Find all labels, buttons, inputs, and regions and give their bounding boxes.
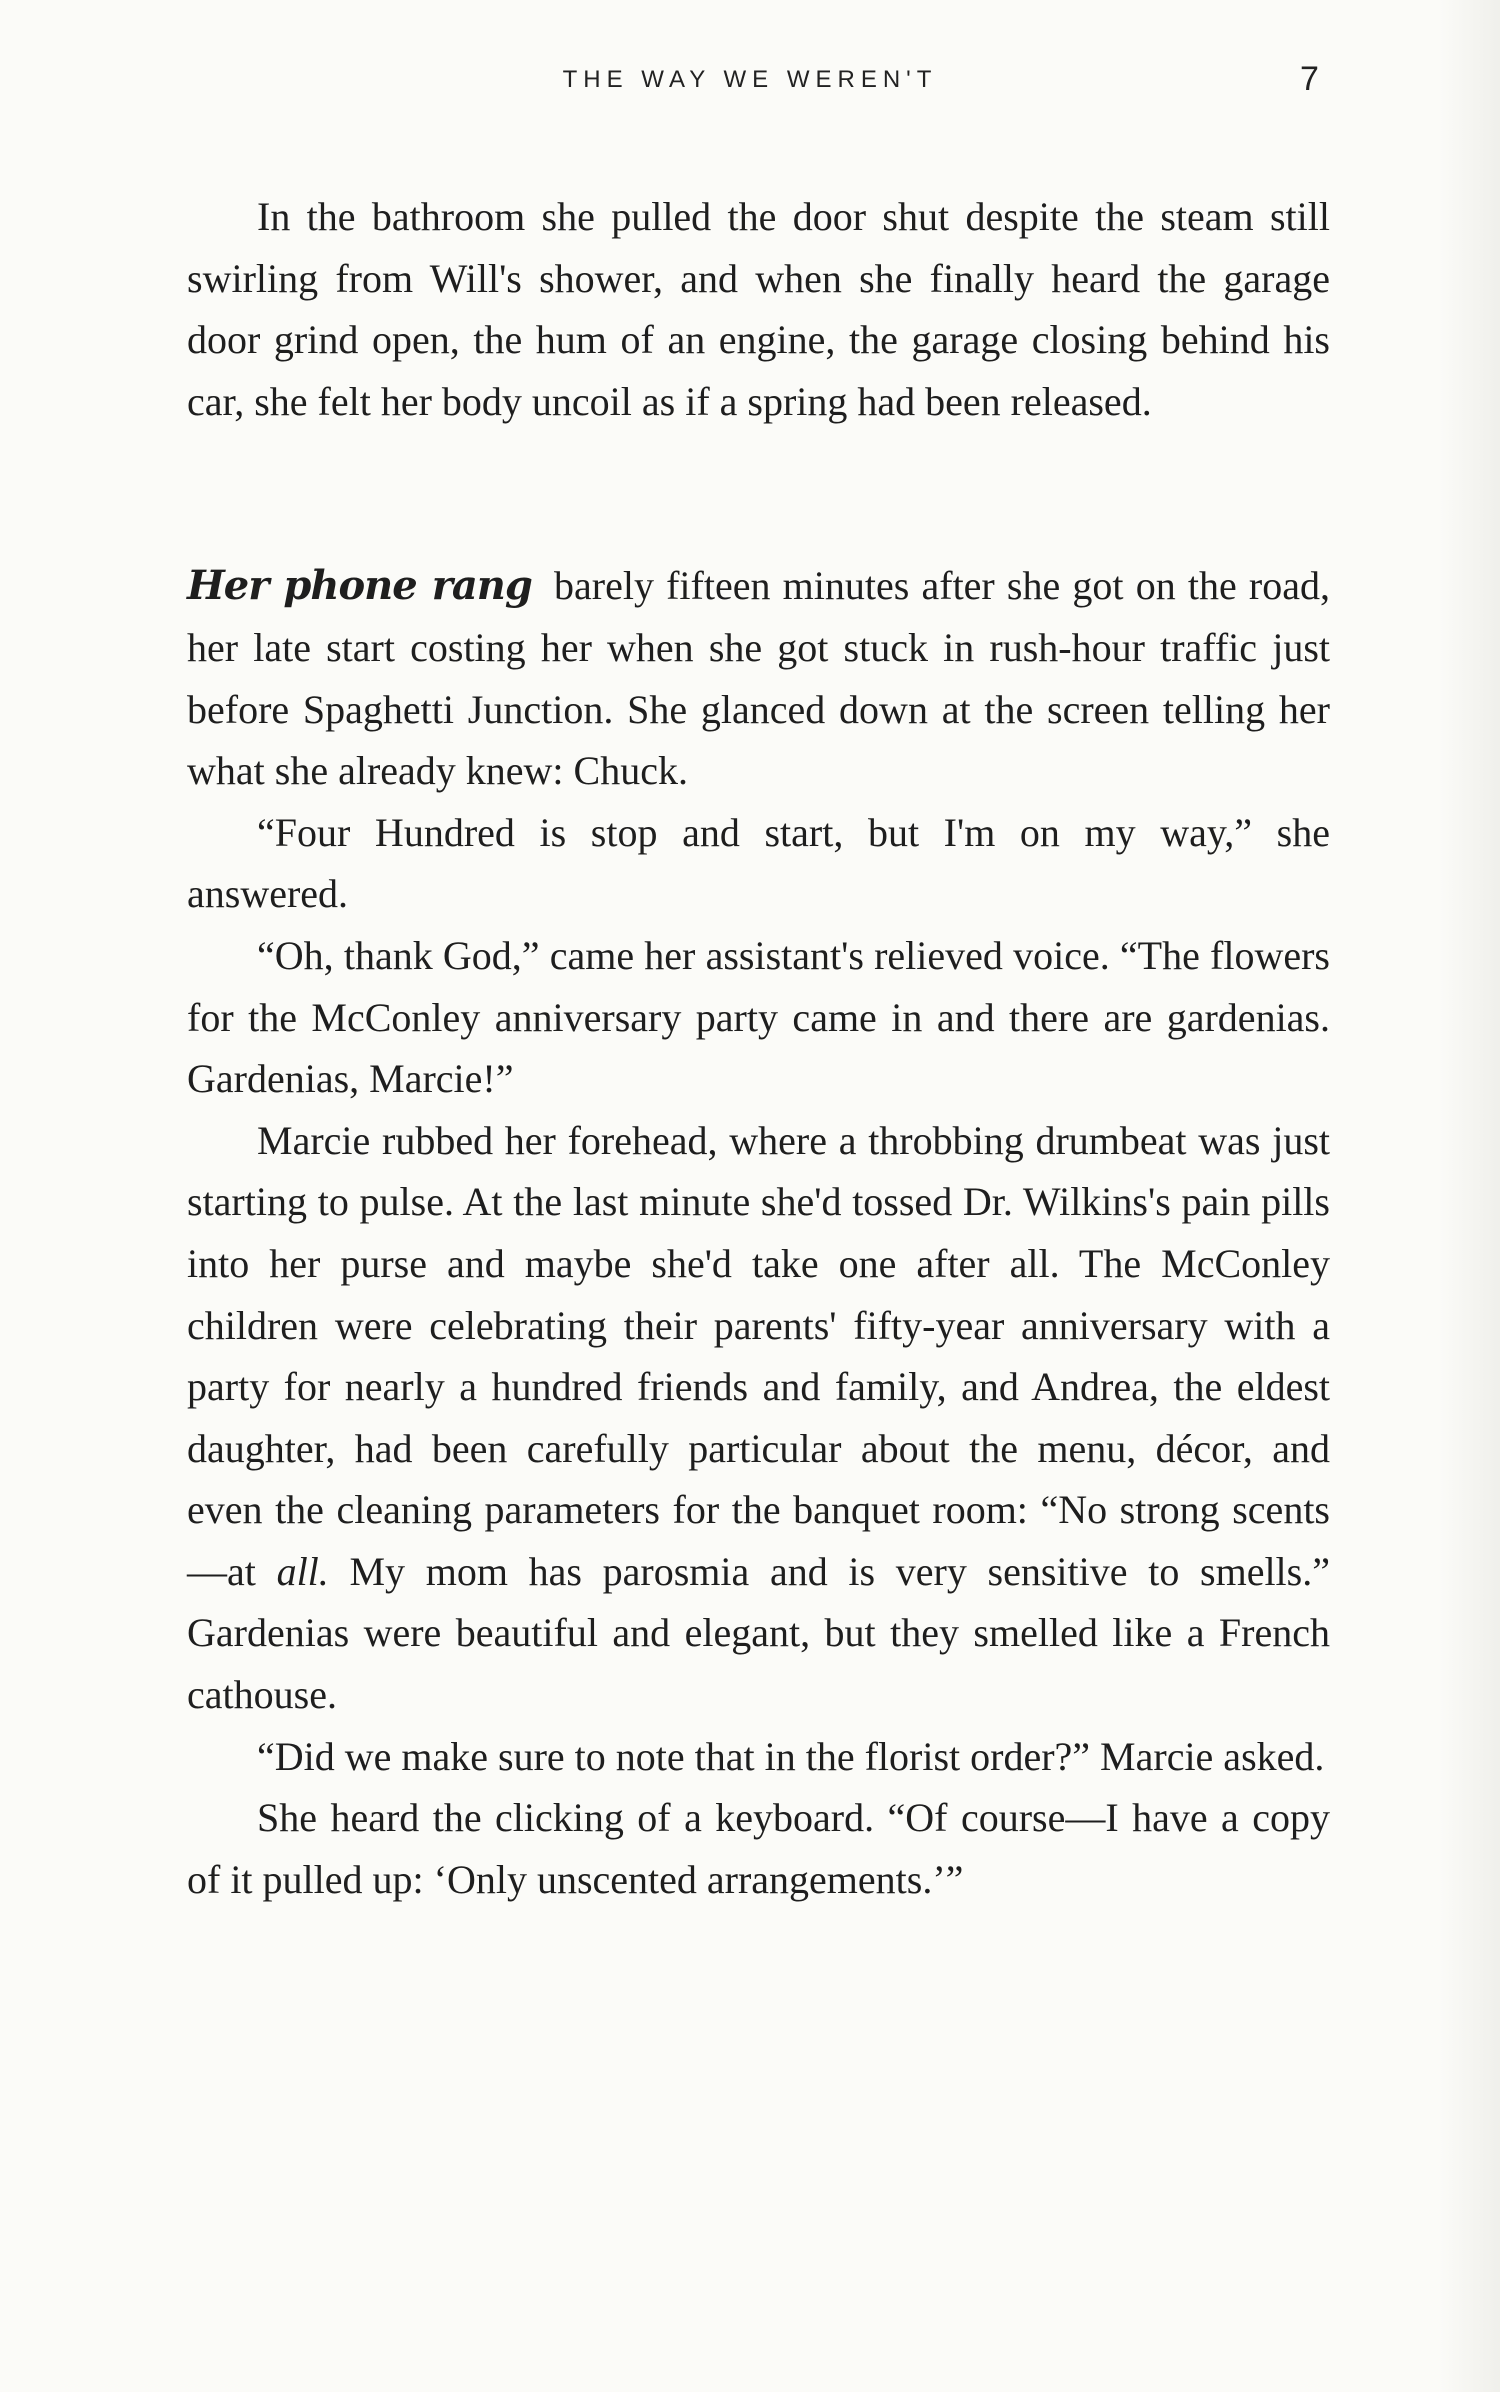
section-break — [187, 432, 1330, 555]
scan-edge-shadow — [1440, 0, 1500, 2392]
paragraph-4: “Oh, thank God,” came her assistant's relieved voice. “The flowers for the McConley anniversary party came in and there are gardenias. Gardenias, Marcie!” — [187, 932, 1330, 1102]
paragraph-6: “Did we make sure to note that in the florist order?” Marcie asked. — [257, 1733, 1325, 1779]
script-lead-in: Her phone rang — [187, 562, 532, 610]
page-number: 7 — [1300, 60, 1319, 98]
paragraph-1: In the bathroom she pulled the door shut despite the steam still swirling from Will's shower, and when she finally heard the garage door grind open, the hum of an engine, the garage closing behind his car, she felt her body uncoil as if a spring had been released. — [187, 194, 1330, 424]
paragraph-2-text: barely fifteen minutes after she got on the road, her late start costing her when she got stuck in rush-hour traffic just before Spaghetti Junction. She glanced down at the screen telling her what she already knew: Chuck. — [187, 563, 1330, 794]
body-text — [187, 186, 1330, 1910]
paragraph-5-text-a: Marcie rubbed her forehead, where a throbbing drumbeat was just starting to pulse. At the last minute she'd tossed Dr. Wilkins's pain pills into her purse and maybe she'd take one after all. The McConley children were celebrating their parents' fifty-year anniversary with a party for nearly a hundred friends and family, and Andrea, the eldest daughter, had been carefully particular about the menu, décor, and even the cleaning parameters for the banquet room: “No strong scents—at — [187, 1117, 1330, 1594]
paragraph-3: “Four Hundred is stop and start, but I'm on my way,” she answered. — [187, 809, 1330, 917]
running-head: THE WAY WE WEREN'T — [562, 66, 938, 93]
paragraph-2 — [187, 555, 1330, 801]
paragraph-7: She heard the clicking of a keyboard. “Of course—I have a copy of it pulled up: ‘Only unscented arrangements.’” — [187, 1795, 1330, 1902]
paragraph-5 — [187, 1110, 1330, 1726]
paragraph-5-emphasis: all. — [276, 1548, 329, 1594]
paragraph-5-text-b: My mom has parosmia and is very sensitive to smells.” Gardenias were beautiful and elegant, but they smelled like a French cathouse. — [187, 1548, 1330, 1718]
